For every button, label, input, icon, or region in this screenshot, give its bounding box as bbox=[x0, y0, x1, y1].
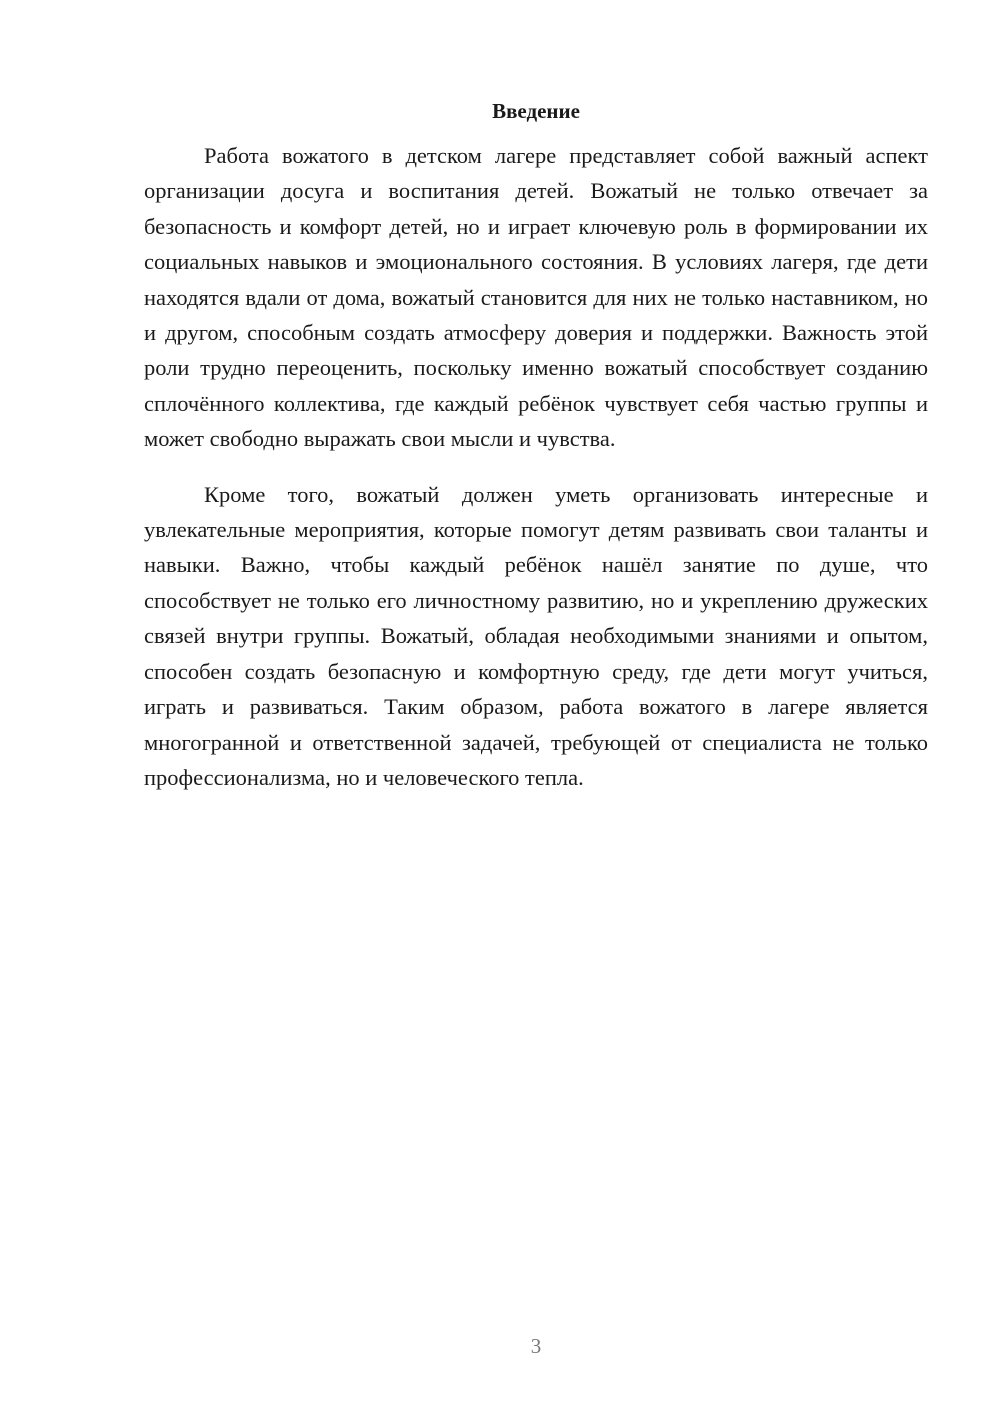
section-heading: Введение bbox=[492, 99, 580, 123]
paragraph-1: Работа вожатого в детском лагере представляет собой важный аспект организации досуга и воспитания детей. Вожатый не только отвечает за безопасность и комфорт детей, но и играет ключевую роль в формировании их социальных навыков и эмоционального состояния. В условиях лагеря, где дети находятся вдали от дома, вожатый становится для них не только наставником, но и другом, способным создать атмосферу доверия и поддержки. Важность этой роли трудно переоценить, поскольку именно вожатый способствует созданию сплочённого коллектива, где каждый ребёнок чувствует себя частью группы и может свободно выражать свои мысли и чувства. bbox=[144, 143, 928, 452]
page-number: 3 bbox=[530, 1334, 542, 1358]
paragraph-2: Кроме того, вожатый должен уметь организовать интересные и увлекательные мероприятия, которые помогут детям развивать свои таланты и навыки. Важно, чтобы каждый ребёнок нашёл занятие по душе, что способствует не только его личностному развитию, но и укреплению дружеских связей внутри группы. Вожатый, обладая необходимыми знаниями и опытом, способен создать безопасную и комфортную среду, где дети могут учиться, играть и развиваться. Таким образом, работа вожатого в лагере является многогранной и ответственной задачей, требующей от специалиста не только профессионализма, но и человеческого тепла. bbox=[144, 481, 928, 790]
page-content bbox=[144, 96, 928, 795]
